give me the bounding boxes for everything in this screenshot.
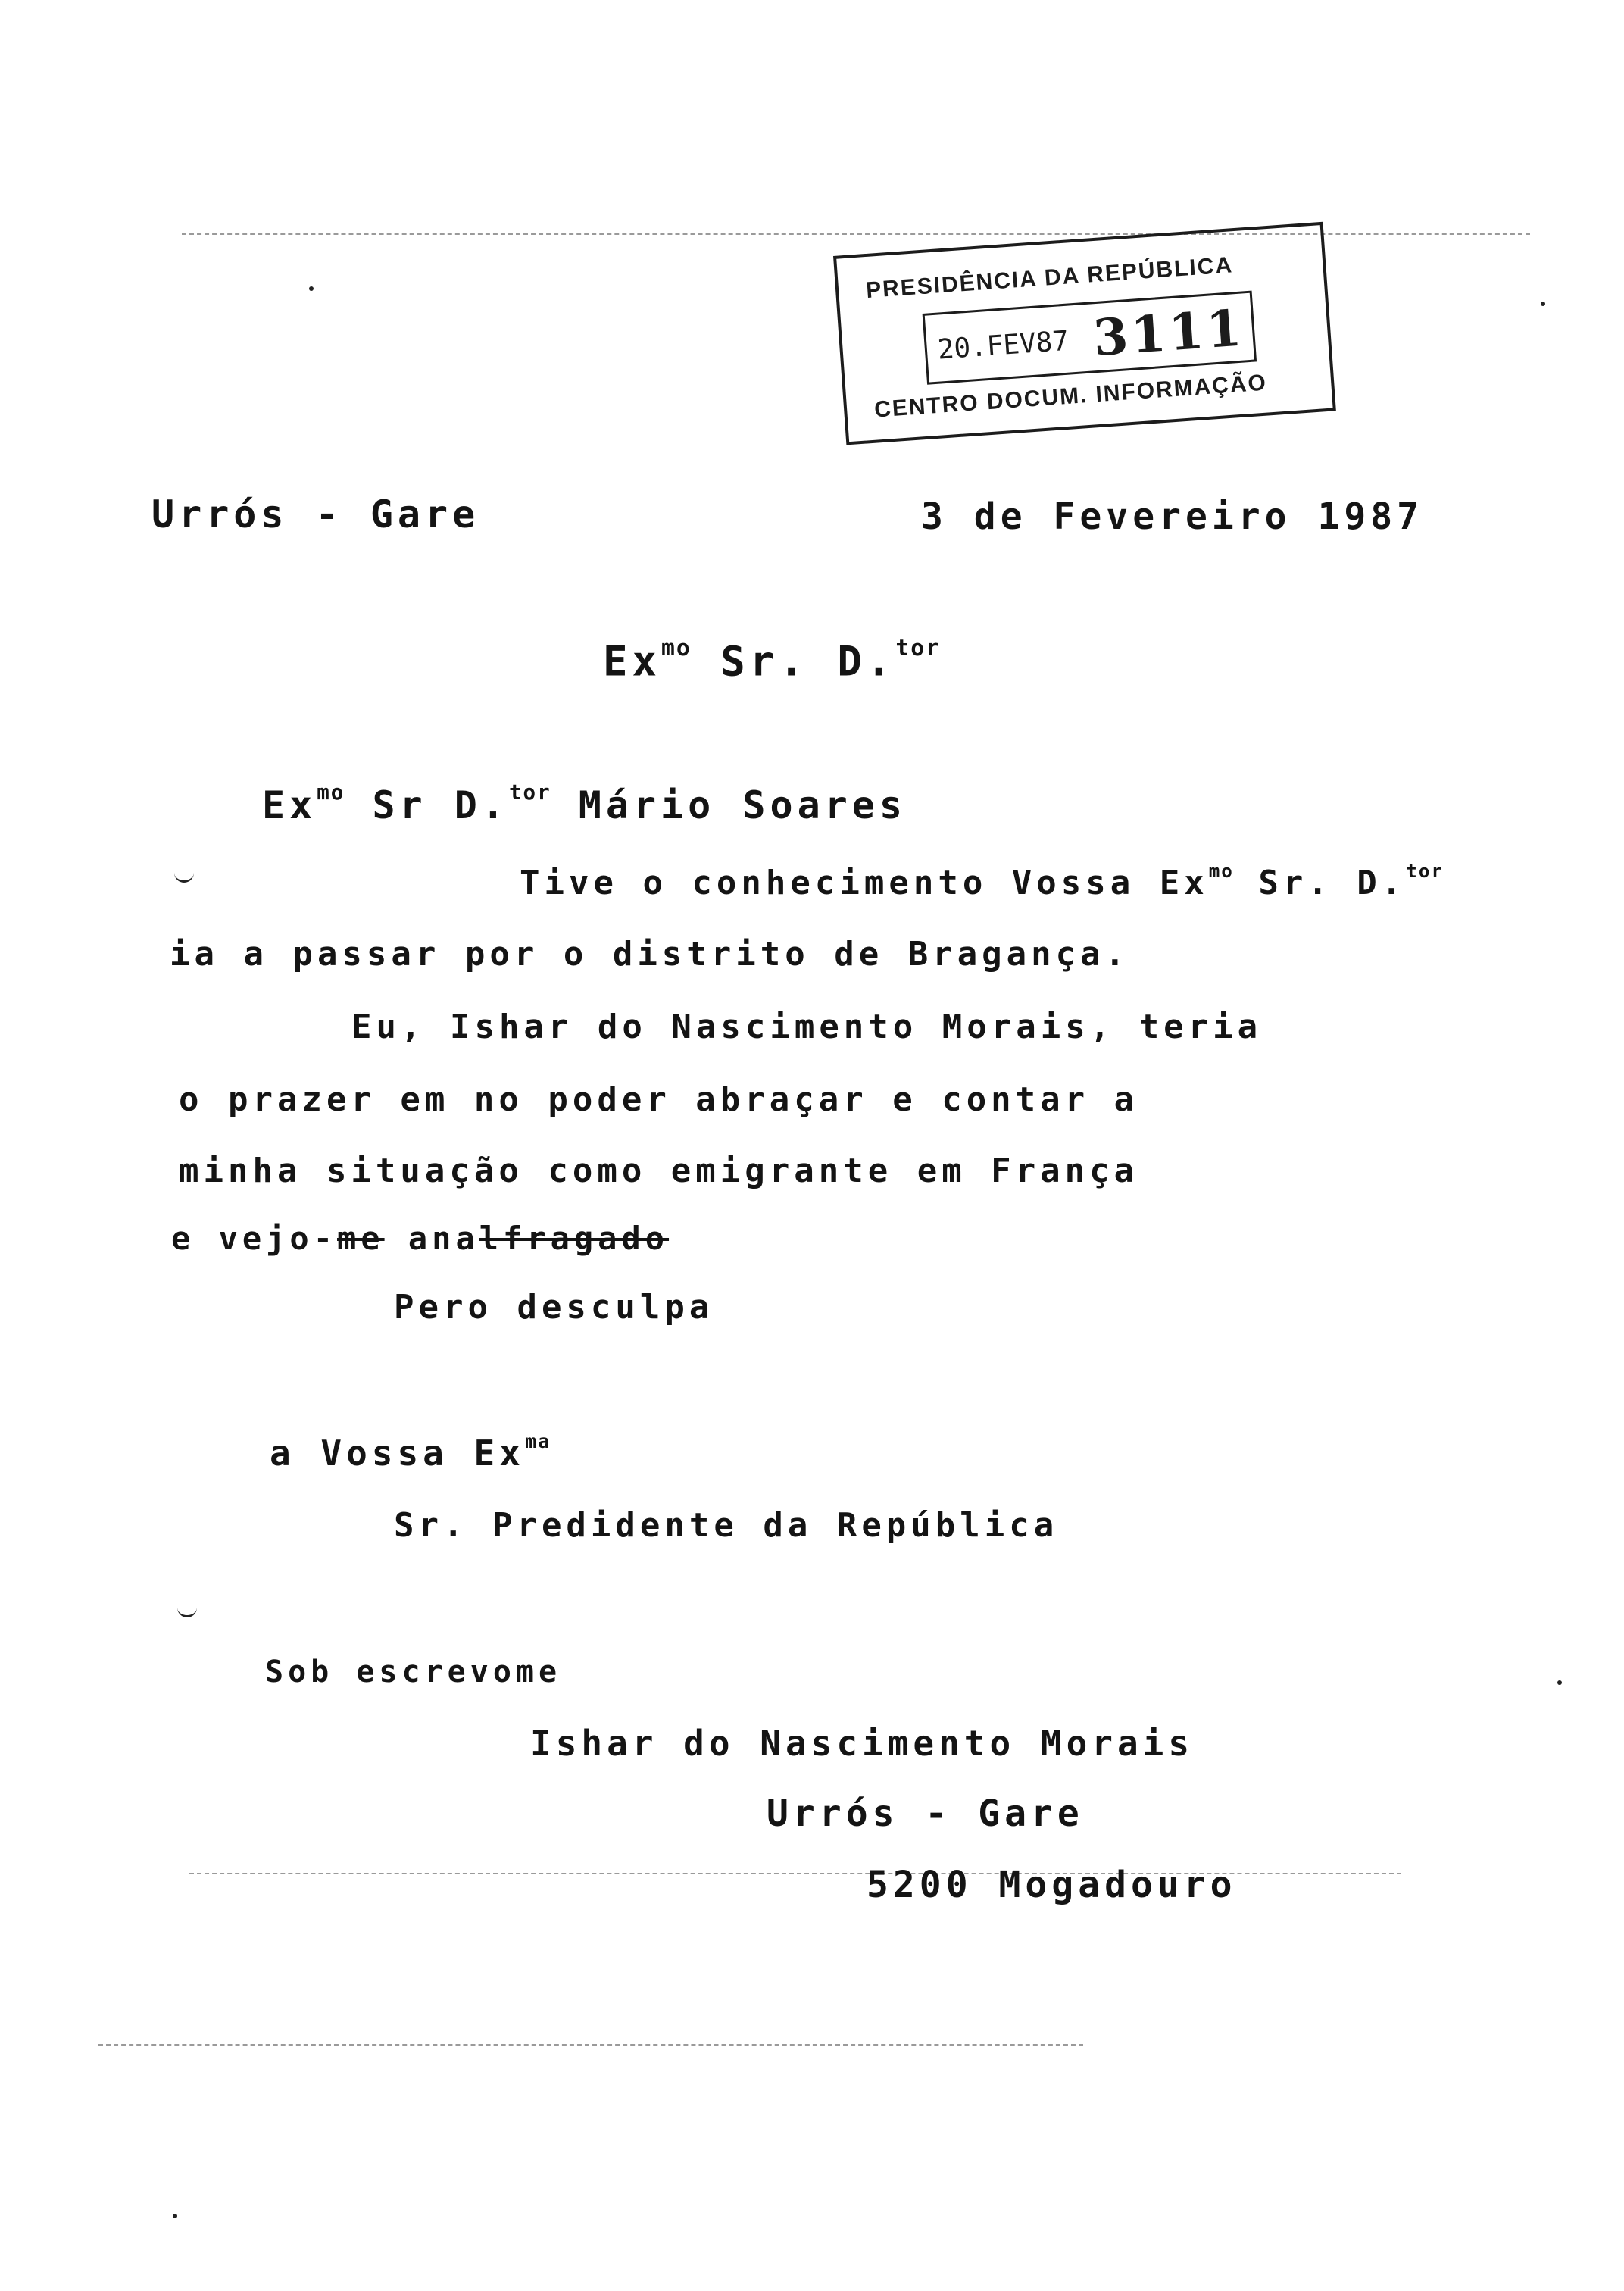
body-line-7: Pero desculpa (394, 1288, 714, 1327)
closing-superscript: ma (524, 1430, 551, 1452)
closing-line-1-text: a Vossa Ex (270, 1432, 525, 1474)
body-line-6 (171, 1220, 669, 1257)
stamp-date-box (923, 291, 1257, 385)
scan-artifact-line (98, 2044, 1083, 2046)
body-line-2: ia a passar por o distrito de Bragança. (170, 935, 1130, 974)
stamp-title: PRESIDÊNCIA DA REPÚBLICA (865, 252, 1235, 304)
body-line-1-title: Sr. D. (1233, 863, 1407, 902)
sender-name: Ishar do Nascimento Morais (530, 1723, 1195, 1764)
margin-check-mark (174, 870, 194, 883)
salutation-line (262, 780, 907, 827)
closing-line-1 (270, 1430, 551, 1474)
letter-date: 3 de Fevereiro 1987 (921, 495, 1424, 538)
stamp-registration-number: 3111 (1091, 298, 1247, 368)
heading-superscript: mo (661, 635, 692, 661)
scan-artifact-speck (1557, 1680, 1562, 1685)
scan-artifact-speck (309, 286, 314, 291)
heading-superscript: tor (895, 635, 941, 661)
scan-artifact-line (182, 233, 1530, 235)
struck-word: me (337, 1220, 385, 1257)
body-line-3: Eu, Ishar do Nascimento Morais, teria (351, 1008, 1263, 1046)
salutation-superscript: tor (508, 780, 551, 805)
body-line-1 (520, 861, 1444, 902)
heading-title: Sr. D. (691, 637, 896, 686)
subscribe-line: Sob escrevome (265, 1655, 562, 1689)
struck-word: lfragado (479, 1220, 670, 1257)
closing-line-2: Sr. Predidente da República (394, 1506, 1059, 1545)
margin-check-mark (177, 1605, 197, 1617)
body-line-1-superscript: tor (1406, 861, 1444, 882)
salutation-title: Sr D. (345, 783, 509, 827)
body-line-5: minha situação como emigrante em França (179, 1152, 1139, 1190)
body-line-4: o prazer em no poder abraçar e contar a (179, 1080, 1139, 1119)
letter-heading (603, 635, 941, 686)
stamp-date: 20.FEV87 (936, 325, 1070, 366)
heading-main: Ex (603, 637, 662, 686)
salutation-ex: Ex (262, 783, 317, 827)
body-line-1-superscript: mo (1208, 861, 1234, 882)
reception-stamp (833, 222, 1336, 445)
scan-artifact-speck (1541, 302, 1545, 306)
body-line-1-text: Tive o conhecimento Vossa Ex (520, 863, 1209, 902)
body-line-6-text: e vejo- (171, 1220, 338, 1257)
salutation-name: Mário Soares (551, 783, 907, 827)
salutation-superscript: mo (317, 780, 345, 805)
body-line-6-word: ana (384, 1220, 479, 1257)
scan-artifact-speck (173, 2214, 177, 2218)
sender-postcode: 5200 Mogadouro (867, 1864, 1237, 1906)
sender-place: Urrós - Gare (767, 1792, 1084, 1835)
letter-place: Urrós - Gare (151, 492, 480, 536)
stamp-footer: CENTRO DOCUM. INFORMAÇÃO (873, 370, 1268, 423)
